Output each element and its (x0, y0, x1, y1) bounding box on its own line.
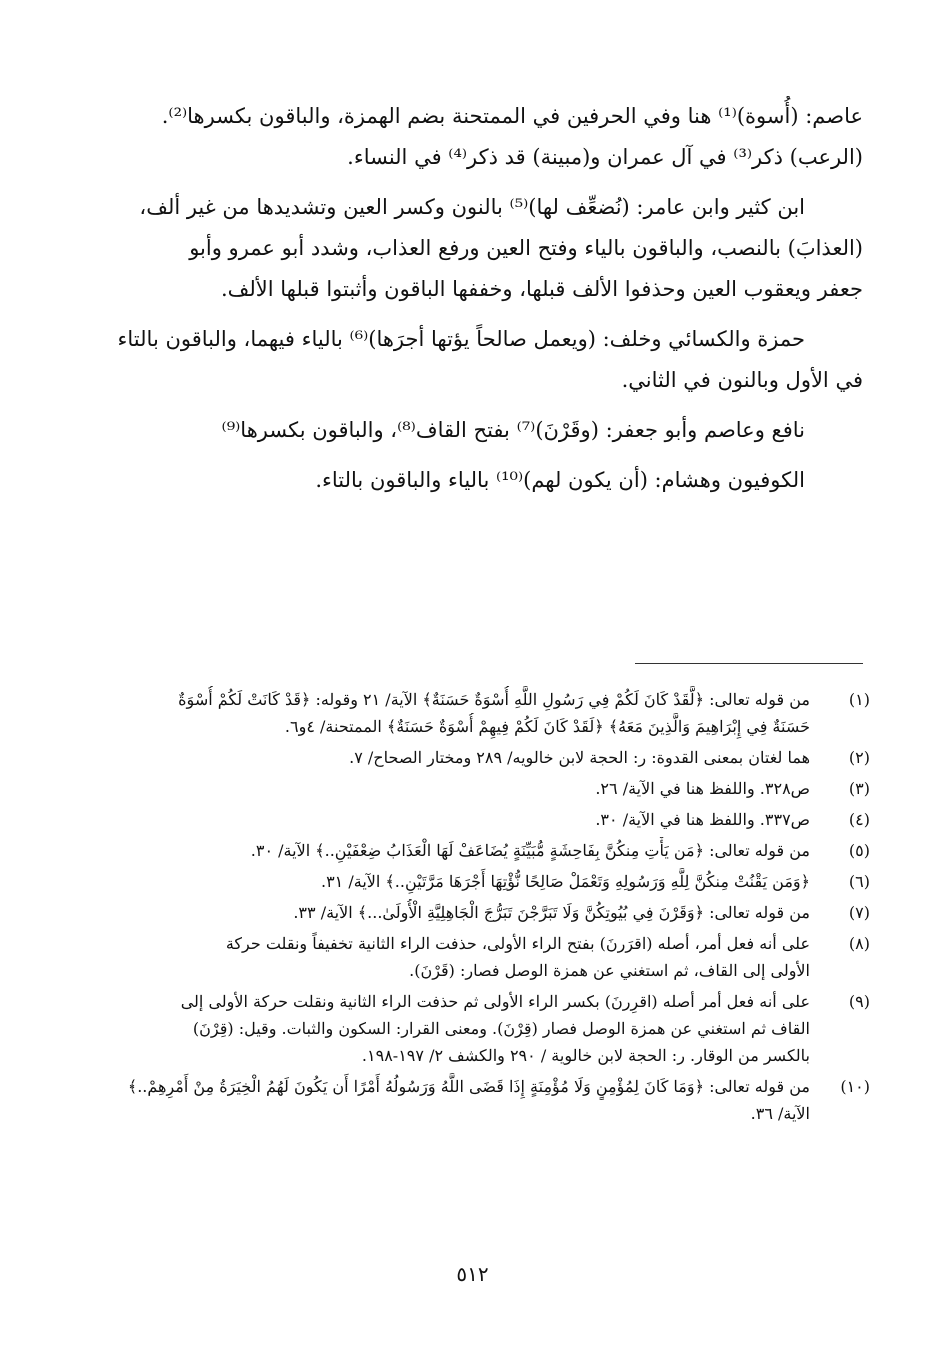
footnote-1 (90, 686, 870, 740)
text-line: جعفر ويعقوب العين وحذفوا الألف قبلها، وخففها الباقون وأثبتوا قبلها الألف. (220, 277, 863, 301)
footnote-line: من قوله تعالى: ﴿مَن يَأْتِ مِنكُنَّ بِفَاحِشَةٍ مُّبَيِّنَةٍ يُضَاعَفْ لَهَا الْعَذَابُ ضِعْفَيْنِ..﴾ الآية/ ٣٠. (250, 841, 810, 860)
footnote-line: على أنه فعل أمر أصله (اقرِرنَ) بكسر الراء الأولى ثم حذفت الراء الثانية ونقلت حركة الأولى إلى (180, 992, 810, 1011)
page-number: ٥١٢ (456, 1262, 489, 1286)
text-line: عاصم: (أُسوة)⁽¹⁾ هنا وفي الحرفين في الممتحنة بضم الهمزة، والباقون بكسرها⁽²⁾. (161, 104, 863, 128)
footnote-number: (٦) (848, 872, 870, 891)
footnote-number: (١٠) (840, 1077, 870, 1096)
footnote-line: بالكسر من الوقار. ر: الحجة لابن خالوية / ٢٩٠ والكشف ٢/ ١٩٧-١٩٨. (361, 1046, 810, 1065)
paragraph-yamal (93, 319, 863, 401)
main-text (93, 96, 863, 510)
footnote-number: (٩) (848, 992, 870, 1011)
text-line: (الرعب) ذكر⁽³⁾ في آل عمران و(مبينة) قد ذكر⁽⁴⁾ في النساء. (347, 145, 863, 169)
text-line: نافع وعاصم وأبو جعفر: (وقَرْنَ)⁽⁷⁾ بفتح القاف⁽⁸⁾، والباقون بكسرها⁽⁹⁾ (221, 418, 805, 442)
paragraph-ruab (93, 137, 863, 178)
footnote-line: ص٣٣٧. واللفظ هنا في الآية/ ٣٠. (595, 810, 810, 829)
footnote-line: الأولى إلى القاف، ثم استغني عن همزة الوصل فصار: (قَرْنَ). (409, 961, 810, 980)
footnote-6 (90, 868, 870, 895)
footnote-line: على أنه فعل أمر، أصله (اقرَرنَ) بفتح الراء الأولى، حذفت الراء الثانية تخفيفاً ونقلت حركة (225, 934, 810, 953)
footnote-line: من قوله تعالى: ﴿وَمَا كَانَ لِمُؤْمِنٍ وَلَا مُؤْمِنَةٍ إِذَا قَضَى اللَّهُ وَرَسُولُهُ أَمْرًا أَن يَكُونَ لَهُمُ الْخِيَرَةُ مِنْ أَمْرِهِمْ..﴾ (127, 1077, 810, 1096)
footnote-line: ﴿وَمَن يَقْنُتْ مِنكُنَّ لِلَّهِ وَرَسُولِهِ وَتَعْمَلْ صَالِحًا نُّؤْتِهَا أَجْرَهَا مَرَّتَيْنِ..﴾ الآية/ ٣١. (320, 872, 810, 891)
footnote-line: من قوله تعالى: ﴿وَقَرْنَ فِي بُيُوتِكُنَّ وَلَا تَبَرَّجْنَ تَبَرُّجَ الْجَاهِلِيَّةِ الْأُولَىٰ...﴾ الآية/ ٣٣. (293, 903, 810, 922)
footnote-10 (90, 1073, 870, 1127)
footnote-number: (٥) (848, 841, 870, 860)
text-line: ابن كثير وابن عامر: (نُضعِّف لها)⁽⁵⁾ بالنون وكسر العين وتشديدها من غير ألف، (139, 195, 805, 219)
footnote-5 (90, 837, 870, 864)
footnote-line: القاف ثم استغني عن همزة الوصل فصار (قِرْنَ). ومعنى القرار: السكون والثبات. وقيل: (قِرْنَ) (192, 1019, 810, 1038)
paragraph-nudaif (93, 187, 863, 310)
text-line: في الأول وبالنون في الثاني. (621, 368, 863, 392)
footnote-number: (٢) (848, 748, 870, 767)
footnote-line: هما لغتان بمعنى القدوة: ر: الحجة لابن خالويه/ ٢٨٩ ومختار الصحاح/ ٧. (349, 748, 810, 767)
footnote-divider (635, 663, 863, 664)
footnote-line: حَسَنَةٌ فِي إِبْرَاهِيمَ وَالَّذِينَ مَعَهُ﴾ ﴿لَقَدْ كَانَ لَكُمْ فِيهِمْ أُسْوَةٌ حَسَنَةٌ﴾ الممتحنة/ ٤و٦. (284, 717, 810, 736)
paragraph-qarn (93, 410, 863, 451)
text-line: الكوفيون وهشام: (أن يكون لهم)⁽¹⁰⁾ بالياء والباقون بالتاء. (315, 468, 805, 492)
footnote-number: (٨) (848, 934, 870, 953)
footnote-8 (90, 930, 870, 984)
paragraph-asawa (93, 96, 863, 137)
text-line: (العذابَ) بالنصب، والباقون بالياء وفتح العين ورفع العذاب، وشدد أبو عمرو وأبو (189, 236, 863, 260)
footnotes (90, 686, 870, 1131)
footnote-number: (١) (848, 690, 870, 709)
footnote-line: ص٣٢٨. واللفظ هنا في الآية/ ٢٦. (595, 779, 810, 798)
text-line: حمزة والكسائي وخلف: (ويعمل صالحاً يؤتها أجرَها)⁽⁶⁾ بالياء فيهما، والباقون بالتاء (117, 327, 805, 351)
footnote-line: من قوله تعالى: ﴿لَّقَدْ كَانَ لَكُمْ فِي رَسُولِ اللَّهِ أُسْوَةٌ حَسَنَةٌ﴾ الآية/ ٢١ وقوله: ﴿قَدْ كَانَتْ لَكُمْ أُسْوَةٌ (178, 690, 810, 709)
paragraph-yakun (93, 460, 863, 501)
footnote-2 (90, 744, 870, 771)
footnote-3 (90, 775, 870, 802)
footnote-9 (90, 988, 870, 1069)
footnote-line: الآية/ ٣٦. (750, 1104, 810, 1123)
footnote-7 (90, 899, 870, 926)
footnote-4 (90, 806, 870, 833)
footnote-number: (٧) (848, 903, 870, 922)
footnote-number: (٤) (848, 810, 870, 829)
footnote-number: (٣) (848, 779, 870, 798)
